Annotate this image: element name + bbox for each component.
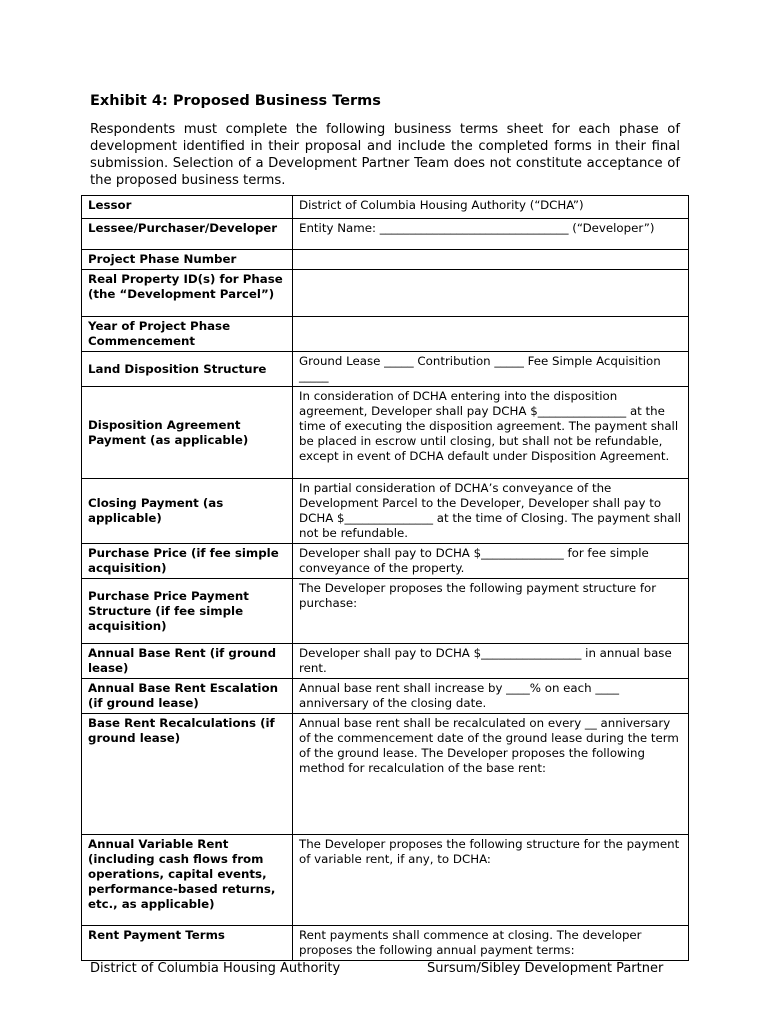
row-label: Purchase Price (if fee simple acquisition) — [82, 544, 293, 579]
table-row — [82, 644, 689, 679]
row-label: Land Disposition Structure — [82, 352, 293, 387]
table-row — [82, 387, 689, 479]
table-row — [82, 714, 689, 835]
row-value: Developer shall pay to DCHA $______________ for fee simple conveyance of the property. — [293, 544, 689, 579]
table-row — [82, 479, 689, 544]
row-value: The Developer proposes the following structure for the payment of variable rent, if any, to DCHA: — [293, 835, 689, 926]
row-value: District of Columbia Housing Authority (“DCHA”) — [293, 196, 689, 219]
table-row — [82, 679, 689, 714]
table-row — [82, 352, 689, 387]
intro-paragraph: Respondents must complete the following business terms sheet for each phase of development identified in their proposal and include the completed forms in their final submission. Selection of a Development Partner Team does not constitute acceptance of the proposed business terms. — [90, 122, 680, 188]
row-value: In partial consideration of DCHA’s conveyance of the Development Parcel to the Developer, Developer shall pay to DCHA $_______________ at the time of Closing. The payment shall not be refundable. — [293, 479, 689, 544]
row-label: Disposition Agreement Payment (as applicable) — [82, 387, 293, 479]
row-label: Base Rent Recalculations (if ground lease) — [82, 714, 293, 835]
table-row — [82, 250, 689, 270]
row-label: Year of Project Phase Commencement — [82, 317, 293, 352]
row-value: Entity Name: ________________________________ (“Developer”) — [293, 219, 689, 250]
row-label: Project Phase Number — [82, 250, 293, 270]
table-row — [82, 579, 689, 644]
row-label: Lessee/Purchaser/Developer — [82, 219, 293, 250]
row-value — [293, 317, 689, 352]
business-terms-table — [81, 195, 689, 961]
table-row — [82, 544, 689, 579]
row-label: Annual Base Rent Escalation (if ground lease) — [82, 679, 293, 714]
row-value: Developer shall pay to DCHA $_________________ in annual base rent. — [293, 644, 689, 679]
table-row — [82, 219, 689, 250]
row-value: Ground Lease _____ Contribution _____ Fee Simple Acquisition _____ — [293, 352, 689, 387]
row-value: Annual base rent shall increase by ____% on each ____ anniversary of the closing date. — [293, 679, 689, 714]
row-label: Annual Variable Rent (including cash flows from operations, capital events, performance-based returns, etc., as applicable) — [82, 835, 293, 926]
row-label: Purchase Price Payment Structure (if fee simple acquisition) — [82, 579, 293, 644]
row-value: In consideration of DCHA entering into the disposition agreement, Developer shall pay DCHA $_______________ at the time of executing the disposition agreement. The payment shall be placed in escrow until closing, but shall not be refundable, except in event of DCHA default under Disposition Agreement. — [293, 387, 689, 479]
row-value: Annual base rent shall be recalculated on every __ anniversary of the commencement date of the ground lease during the term of the ground lease. The Developer proposes the following method for recalculation of the base rent: — [293, 714, 689, 835]
row-label: Annual Base Rent (if ground lease) — [82, 644, 293, 679]
row-value — [293, 250, 689, 270]
footer-partner: Sursum/Sibley Development Partner — [427, 961, 664, 976]
row-label: Real Property ID(s) for Phase (the “Development Parcel”) — [82, 270, 293, 317]
row-label: Closing Payment (as applicable) — [82, 479, 293, 544]
table-row — [82, 270, 689, 317]
table-row — [82, 317, 689, 352]
row-label: Lessor — [82, 196, 293, 219]
row-value — [293, 270, 689, 317]
table-row — [82, 926, 689, 961]
row-value: Rent payments shall commence at closing. The developer proposes the following annual payment terms: — [293, 926, 689, 961]
table-row — [82, 835, 689, 926]
document-title: Exhibit 4: Proposed Business Terms — [90, 93, 381, 109]
row-label: Rent Payment Terms — [82, 926, 293, 961]
table-row — [82, 196, 689, 219]
row-value: The Developer proposes the following payment structure for purchase: — [293, 579, 689, 644]
footer-organization: District of Columbia Housing Authority — [90, 961, 341, 976]
